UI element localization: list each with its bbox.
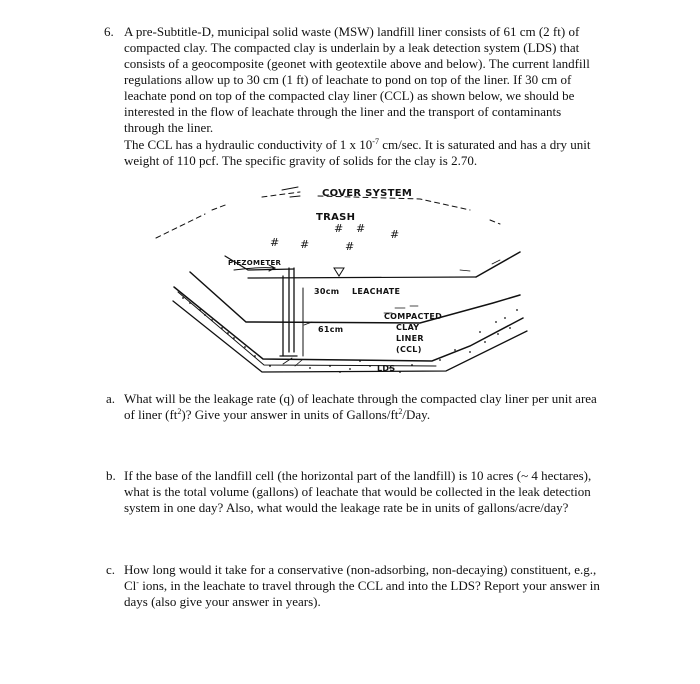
label-liner-thickness: 61cm bbox=[318, 325, 344, 334]
leachate-surface-line bbox=[248, 277, 476, 278]
liner-bottom-surface bbox=[174, 287, 523, 361]
question-c-text-post: ions, in the leachate to travel through the CCL and into the LDS? Report your answer in days (also give your answer in years). bbox=[124, 578, 600, 609]
ccl-exponent: -7 bbox=[372, 137, 379, 146]
question-a-text-mid: )? Give your answer in units of Gallons/ft bbox=[181, 407, 399, 422]
question-a-sup: 2 bbox=[177, 407, 182, 416]
question-a-sup2: 2 bbox=[398, 407, 403, 416]
label-liner-line3: LINER bbox=[396, 334, 424, 343]
trash-mark-5: # bbox=[300, 238, 310, 251]
question-a-label: a. bbox=[106, 391, 116, 406]
label-liner-line2: CLAY bbox=[396, 323, 420, 332]
lds-bottom-line bbox=[173, 301, 527, 372]
right-marks bbox=[460, 260, 500, 271]
ccl-text-post: cm/sec. It is saturated and has a dry unit weight of 110 pcf. The specific gravity of solids for the clay is 2.70. bbox=[124, 137, 591, 168]
trash-mark-3: # bbox=[390, 228, 400, 241]
question-a bbox=[124, 391, 602, 423]
question-b: If the base of the landfill cell (the horizontal part of the landfill) is 10 acres (~ 4 hectares), what is the total volume (gallons) of leachate that would be collected in the leak detection system in one day? Also, what would the leakage rate be in units of gallons/acre/day? bbox=[124, 468, 592, 515]
problem-number: 6. bbox=[104, 24, 114, 39]
label-leachate-depth: 30cm bbox=[314, 287, 340, 296]
ccl-text-pre: The CCL has a hydraulic conductivity of 1 x 10 bbox=[124, 137, 373, 152]
question-c-sup: - bbox=[136, 578, 139, 587]
label-piezometer: PIEZOMETER bbox=[228, 259, 282, 267]
question-c-label: c. bbox=[106, 562, 116, 577]
leachate-edge-right bbox=[476, 252, 520, 277]
label-cover-system: COVER SYSTEM bbox=[322, 188, 413, 199]
trash-mark-1: # bbox=[334, 222, 344, 235]
water-level-symbol bbox=[334, 268, 344, 276]
piezometer-pipe bbox=[283, 268, 294, 356]
question-c-text-pre: How long would it take for a conservative (non-adsorbing, non-decaying) constituent, e.g., Cl bbox=[124, 562, 597, 593]
trash-mark-6: # bbox=[345, 240, 355, 253]
label-trash: TRASH bbox=[316, 212, 356, 223]
label-liner-line1: COMPACTED bbox=[384, 312, 443, 321]
question-a-text-pre: What will be the leakage rate (q) of leachate through the compacted clay liner per unit area of liner (ft bbox=[124, 391, 597, 422]
question-a-text-post: /Day. bbox=[402, 407, 431, 422]
trash-mark-2: # bbox=[356, 222, 366, 235]
question-b-label: b. bbox=[106, 468, 116, 483]
label-lds: LDS bbox=[377, 364, 396, 373]
label-leachate: LEACHATE bbox=[352, 287, 401, 296]
question-c bbox=[124, 562, 602, 610]
problem-intro: A pre-Subtitle-D, municipal solid waste (MSW) landfill liner consists of 61 cm (2 ft) of compacted clay. The compacted clay is underlain by a leak detection system (LDS) that consists of a geocomposite (geonet with geotextile above and below). The current landfill regulations allow up to 30 cm (1 ft) of leachate to pond on top of the liner. If 30 cm of leachate pond on top of the compacted clay liner (CCL) as shown below, we should be interested in the flow of leachate through the liner and the transport of contaminants through the liner. bbox=[124, 24, 590, 135]
liner-top-surface bbox=[190, 272, 520, 323]
trash-mark-4: # bbox=[270, 236, 280, 249]
label-liner-line4: (CCL) bbox=[396, 345, 422, 354]
